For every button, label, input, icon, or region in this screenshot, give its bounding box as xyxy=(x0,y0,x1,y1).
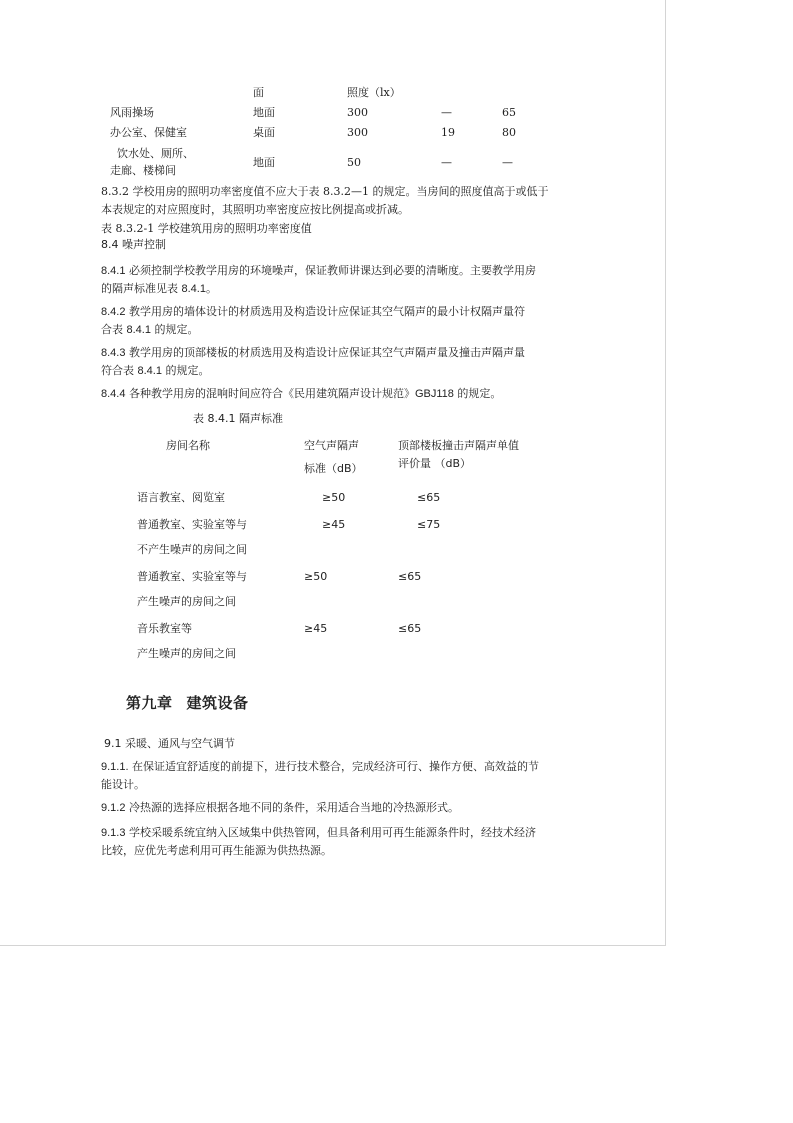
lighting-row-ugr: 19 xyxy=(441,126,455,139)
noise-table-caption xyxy=(193,412,283,426)
lighting-row-ra: 80 xyxy=(502,126,516,139)
header-text: 标准（ xyxy=(304,462,337,475)
paragraph-line: 在保证适宜舒适度的前提下，进行技术整合，完成经济可行、操作方便、高效益的节 xyxy=(128,760,540,773)
paragraph-line: 8.3.2 学校用房的照明功率密度值不应大于表 8.3.2—1 的规定。当房间的照度值高于或低于 xyxy=(101,185,549,198)
paragraph-line: 的规定。 xyxy=(150,323,199,336)
noise-row-air: ≥45 xyxy=(304,622,328,635)
caption-number: 8.4.1 xyxy=(207,412,236,425)
noise-row-room-line2: 不产生噪声的房间之间 xyxy=(137,543,247,556)
noise-header-impact-line2 xyxy=(398,457,471,471)
paragraph-line: 。 xyxy=(205,282,217,295)
noise-row-room-line2: 产生噪声的房间之间 xyxy=(137,647,236,660)
header-unit: dB xyxy=(445,457,461,470)
clause-number: 8.4.4 xyxy=(101,388,126,400)
paragraph-8-4-3 xyxy=(101,344,571,380)
paragraph-line: 学校采暖系统宜纳入区域集中供热管网，但具备利用可再生能源条件时，经技术经济 xyxy=(125,826,536,839)
lighting-row-ra: 65 xyxy=(502,106,516,119)
paragraph-line: 冷热源的选择应根据各地不同的条件，采用适合当地的冷热源形式。 xyxy=(125,801,459,814)
noise-row-room-line2: 产生噪声的房间之间 xyxy=(137,595,236,608)
noise-row-room: 普通教室、实验室等与 xyxy=(137,518,247,531)
section-title: 采暖、通风与空气调节 xyxy=(121,737,235,750)
section-number: 8.4 xyxy=(101,238,119,251)
lighting-row-room-line2: 走廊、楼梯间 xyxy=(110,164,176,177)
lighting-header-plane: 面 xyxy=(253,86,264,99)
paragraph-line: 的规定。 xyxy=(453,387,502,400)
clause-number: 9.1.3 xyxy=(101,827,126,839)
header-text: ） xyxy=(460,457,472,470)
lighting-row-illuminance: 300 xyxy=(347,126,368,139)
noise-header-air-line2 xyxy=(304,462,363,476)
chapter-title: 建筑设备 xyxy=(186,694,249,712)
caption-title: 隔声标准 xyxy=(235,412,283,425)
noise-row-air: ≥50 xyxy=(304,570,328,583)
paragraph-line: 能设计。 xyxy=(101,778,145,791)
section-number: 9.1 xyxy=(104,737,122,750)
section-title: 噪声控制 xyxy=(122,238,166,251)
table-caption-8-3-2: 表 8.3.2-1 学校建筑用房的照明功率密度值 xyxy=(101,222,312,235)
paragraph-8-4-4 xyxy=(101,385,571,403)
lighting-row-ra: — xyxy=(502,156,513,169)
noise-header-impact-line1: 顶部楼板撞击声隔声单值 xyxy=(398,439,519,452)
paragraph-line: 教学用房的顶部楼板的材质选用及构造设计应保证其空气声隔声量及撞击声隔声量 xyxy=(125,346,525,359)
header-text: 评价量 （ xyxy=(398,457,446,470)
paragraph-line: 教学用房的墙体设计的材质选用及构造设计应保证其空气隔声的最小计权隔声量符 xyxy=(125,305,525,318)
lighting-row-room: 风雨操场 xyxy=(110,106,154,119)
noise-header-air-line1: 空气声隔声 xyxy=(304,439,359,452)
paragraph-line: 本表规定的对应照度时，其照明功率密度应按比例提高或折减。 xyxy=(101,203,409,216)
table-reference: 8.4.1 xyxy=(126,324,151,336)
noise-row-room: 语言教室、阅览室 xyxy=(137,491,225,504)
clause-number: 9.1.1. xyxy=(101,761,129,773)
paragraph-9-1-3 xyxy=(101,824,571,860)
paragraph-line: 合表 xyxy=(101,323,127,336)
noise-row-impact: ≤65 xyxy=(398,622,422,635)
paragraph-8-4-1 xyxy=(101,262,571,298)
section-heading-9-1 xyxy=(104,737,235,751)
clause-number: 8.4.2 xyxy=(101,306,126,318)
noise-row-room: 普通教室、实验室等与 xyxy=(137,570,247,583)
noise-row-air: ≥45 xyxy=(322,518,346,531)
table-reference: 8.4.1 xyxy=(137,365,162,377)
header-text: ） xyxy=(351,462,363,475)
noise-header-room: 房间名称 xyxy=(166,439,210,452)
chapter-number: 第九章 xyxy=(126,694,173,712)
noise-row-impact: ≤75 xyxy=(417,518,441,531)
lighting-row-room: 办公室、保健室 xyxy=(110,126,187,139)
caption-prefix: 表 xyxy=(193,412,208,425)
noise-row-impact: ≤65 xyxy=(417,491,441,504)
table-reference: 8.4.1 xyxy=(181,283,206,295)
lighting-header-illuminance: 照度（lx） xyxy=(347,86,401,99)
lighting-row-illuminance: 50 xyxy=(347,156,361,169)
lighting-row-ugr: — xyxy=(441,106,452,119)
lighting-row-plane: 桌面 xyxy=(253,126,275,139)
clause-number: 8.4.1 xyxy=(101,265,126,277)
paragraph-line: 比较，应优先考虑利用可再生能源为供热热源。 xyxy=(101,844,332,857)
lighting-row-plane: 地面 xyxy=(253,106,275,119)
lighting-row-room-line1: 饮水处、厕所、 xyxy=(117,147,194,160)
paragraph-line: 的规定。 xyxy=(161,364,210,377)
noise-row-impact: ≤65 xyxy=(398,570,422,583)
lighting-row-ugr: — xyxy=(441,156,452,169)
header-unit: dB xyxy=(337,462,352,475)
section-heading-8-4 xyxy=(101,238,166,252)
paragraph-line: 各种教学用房的混响时间应符合《民用建筑隔声设计规范》 xyxy=(125,387,415,400)
lighting-row-plane: 地面 xyxy=(253,156,275,169)
paragraph-line: 的隔声标准见表 xyxy=(101,282,182,295)
standard-code: GBJ118 xyxy=(414,388,454,400)
lighting-row-illuminance: 300 xyxy=(347,106,368,119)
paragraph-8-4-2 xyxy=(101,303,571,339)
paragraph-line: 符合表 xyxy=(101,364,138,377)
chapter-heading xyxy=(126,692,249,713)
noise-row-room: 音乐教室等 xyxy=(137,622,192,635)
clause-number: 9.1.2 xyxy=(101,802,126,814)
paragraph-line: 必须控制学校教学用房的环境噪声，保证教师讲课达到必要的清晰度。主要教学用房 xyxy=(125,264,536,277)
paragraph-8-3-2 xyxy=(101,183,571,219)
paragraph-9-1-2 xyxy=(101,799,571,817)
clause-number: 8.4.3 xyxy=(101,347,126,359)
paragraph-9-1-1 xyxy=(101,758,571,794)
noise-row-air: ≥50 xyxy=(322,491,346,504)
